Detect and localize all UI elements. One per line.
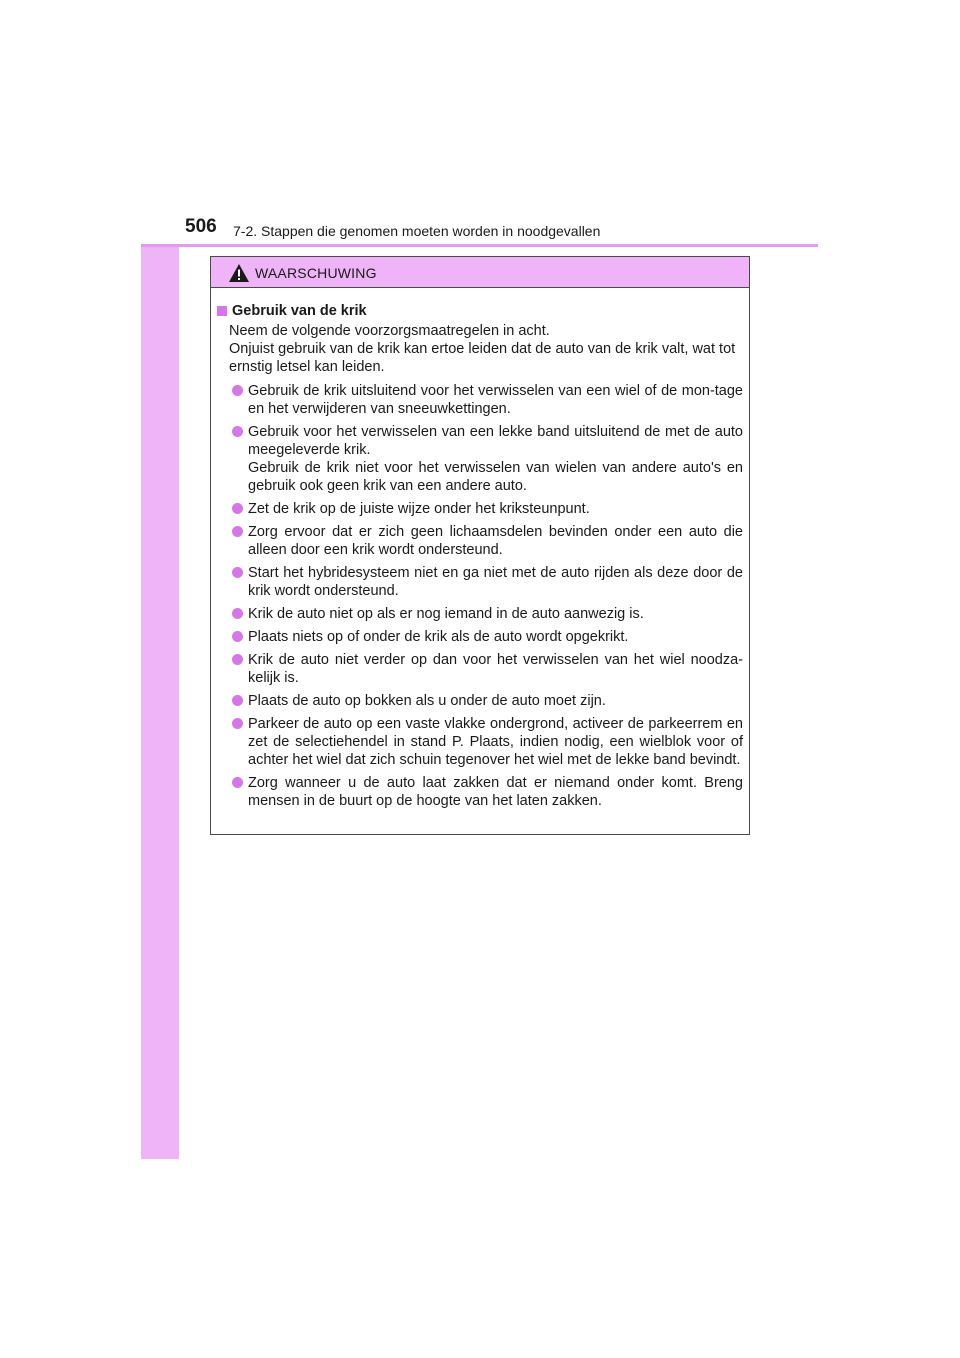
bullet-dot-icon <box>232 654 243 665</box>
page-header <box>141 197 818 247</box>
list-item <box>217 423 743 495</box>
warning-body <box>211 288 749 810</box>
square-bullet-icon <box>217 306 227 316</box>
list-item <box>217 651 743 687</box>
list-item-text: Krik de auto niet op als er nog iemand in de auto aanwezig is. <box>248 606 644 622</box>
bullet-dot-icon <box>232 718 243 729</box>
chapter-side-tab <box>141 197 179 1159</box>
list-item-text: Plaats de auto op bokken als u onder de auto moet zijn. <box>248 693 606 709</box>
bullet-dot-icon <box>232 777 243 788</box>
precaution-list <box>217 382 743 810</box>
bullet-dot-icon <box>232 631 243 642</box>
list-item <box>217 692 743 710</box>
warning-subheading <box>217 302 743 320</box>
list-item <box>217 715 743 769</box>
intro-line: Onjuist gebruik van de krik kan ertoe leiden dat de auto van de krik valt, wat tot ernstig letsel kan leiden. <box>229 341 736 375</box>
list-item <box>217 774 743 810</box>
warning-triangle-icon <box>228 263 250 283</box>
list-item-text: Zet de krik op de juiste wijze onder het kriksteunpunt. <box>248 501 590 517</box>
warning-box <box>210 256 750 835</box>
list-item-text: Zorg ervoor dat er zich geen lichaamsdelen bevinden onder een auto die alleen door een krik wordt ondersteund. <box>248 524 743 558</box>
warning-header <box>211 257 749 288</box>
subheading-text: Gebruik van de krik <box>232 303 367 319</box>
intro-line: Neem de volgende voorzorgsmaatregelen in acht. <box>229 323 550 339</box>
page-number: 506 <box>185 216 217 237</box>
bullet-dot-icon <box>232 385 243 396</box>
header-rule <box>141 244 818 247</box>
list-item-text: Start het hybridesysteem niet en ga niet met de auto rijden als deze door de krik wordt ondersteund. <box>248 565 743 599</box>
list-item-text: Plaats niets op of onder de krik als de auto wordt opgekrikt. <box>248 629 629 645</box>
bullet-dot-icon <box>232 608 243 619</box>
list-item <box>217 382 743 418</box>
list-item-text: Gebruik voor het verwisselen van een lekke band uitsluitend de met de auto meegeleverde krik. <box>248 424 743 458</box>
warning-label: WAARSCHUWING <box>255 265 377 281</box>
list-item <box>217 500 743 518</box>
list-item <box>217 628 743 646</box>
intro-text <box>217 322 743 376</box>
list-item-text: Krik de auto niet verder op dan voor het verwisselen van het wiel noodza-kelijk is. <box>248 652 743 686</box>
section-title: 7-2. Stappen die genomen moeten worden in noodgevallen <box>233 223 601 239</box>
bullet-dot-icon <box>232 695 243 706</box>
bullet-dot-icon <box>232 526 243 537</box>
bullet-dot-icon <box>232 426 243 437</box>
list-item <box>217 523 743 559</box>
bullet-dot-icon <box>232 503 243 514</box>
list-item <box>217 605 743 623</box>
list-item-text: Zorg wanneer u de auto laat zakken dat er niemand onder komt. Breng mensen in de buurt op de hoogte van het laten zakken. <box>248 775 743 809</box>
list-item-text: Gebruik de krik niet voor het verwisselen van wielen van andere auto's en gebruik ook geen krik van een andere auto. <box>248 460 743 494</box>
list-item-text: Gebruik de krik uitsluitend voor het verwisselen van een wiel of de mon-tage en het verwijderen van sneeuwkettingen. <box>248 383 743 417</box>
list-item-text: Parkeer de auto op een vaste vlakke ondergrond, activeer de parkeerrem en zet de selectiehendel in stand P. Plaats, indien nodig, een wielblok voor of achter het wiel dat zich schuin tegenover het wiel met de lekke band bevindt. <box>248 716 743 768</box>
list-item <box>217 564 743 600</box>
bullet-dot-icon <box>232 567 243 578</box>
